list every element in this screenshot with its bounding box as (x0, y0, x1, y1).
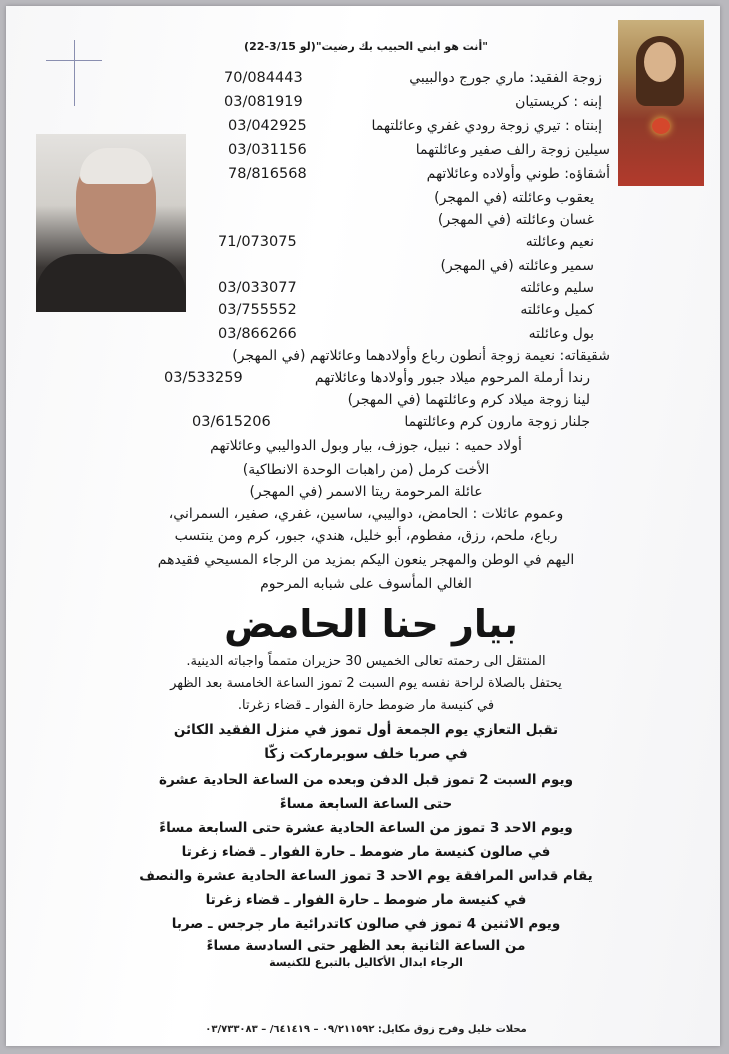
family-member: بول وعائلته (528, 326, 594, 342)
condolence-line: في صالون كنيسة مار ضومط ـ حارة الفوار ـ قضاء زغرتا (181, 844, 551, 860)
detail-line: المنتقل الى رحمته تعالى الخميس 30 حزيران متمماً واجباته الدينية. (186, 654, 546, 669)
condolence-line: من الساعة الثانية بعد الظهر حتى السادسة مساءً (206, 938, 526, 954)
phone-number: 78/816568 (228, 166, 307, 182)
sacred-heart-image (618, 20, 704, 186)
phone-number: 03/533259 (164, 370, 243, 386)
phone-number: 03/042925 (228, 118, 307, 134)
phone-number: 03/615206 (192, 414, 271, 430)
sister-entry: جلنار زوجة مارون كرم وعائلتهما (404, 414, 590, 430)
condolence-line: ويوم السبت 2 تموز قبل الدفن وبعده من الساعة الحادية عشرة (159, 772, 573, 788)
extended-line: عائلة المرحومة ريتا الاسمر (في المهجر) (249, 484, 483, 500)
family-member: زوجة الفقيد: ماري جورج دوالبيبي (409, 70, 602, 86)
family-member: إبنه : كريستيان (515, 94, 602, 110)
family-member: نعيم وعائلته (525, 234, 594, 250)
extended-line: وعموم عائلات : الحامض، دواليبي، ساسين، غفري، صفير، السمراني، (168, 506, 564, 522)
cross-icon (46, 40, 102, 106)
sister-entry: رندا أرملة المرحوم ميلاد جبور وأولادها وعائلاتهم (314, 370, 590, 386)
condolence-line: حتى الساعة السابعة مساءً (279, 796, 453, 812)
obituary-sheet (6, 6, 720, 1046)
condolence-line: ويوم الاحد 3 تموز من الساعة الحادية عشرة حتى السابعة مساءً (159, 820, 573, 836)
extended-line: اليهم في الوطن والمهجر ينعون اليكم بمزيد من الرجاء المسيحي فقيدهم (157, 552, 575, 568)
deceased-photo (36, 134, 186, 312)
family-member: غسان وعائلته (في المهجر) (437, 212, 594, 228)
family-member: إبنتاه : تيري زوجة رودي غفري وعائلتهما (371, 118, 602, 134)
bible-verse: "أنت هو ابني الحبيب بك رضيت"(لو 3/15-22) (244, 40, 488, 53)
condolence-line: في كنيسة مار ضومط ـ حارة الفوار ـ قضاء زغرتا (205, 892, 527, 908)
phone-number: 03/755552 (218, 302, 297, 318)
sister-entry: لينا زوجة ميلاد كرم وعائلتهما (في المهجر) (347, 392, 590, 408)
family-member: سيلين زوجة رالف صفير وعائلتهما (415, 142, 610, 158)
phone-number: 03/081919 (224, 94, 303, 110)
condolence-line: ويوم الاثنين 4 تموز في صالون كاتدرائية مار جرجس ـ صربا (171, 916, 561, 932)
extended-line: الغالي المأسوف على شبابه المرحوم (260, 576, 472, 592)
deceased-name: بيار حنا الحامض (224, 602, 518, 646)
condolence-line: تقبل التعازي يوم الجمعة أول تموز في منزل الفقيد الكائن (173, 722, 559, 738)
sister-entry: شقيقاته: نعيمة زوجة أنطون رباع وأولادهما وعائلاتهم (في المهجر) (232, 348, 610, 364)
family-member: سليم وعائلته (520, 280, 594, 296)
family-member: أشقاؤه: طوني وأولاده وعائلاتهم (426, 166, 610, 182)
family-member: كميل وعائلته (520, 302, 594, 318)
footer-contact: محلات خليل وفرح زوق مكايل: ٠٩/٢١١٥٩٢ – ٦٤١٤١٩/ – ٠٣/٧٣٣٠٨٣ (205, 1024, 527, 1035)
detail-line: يحتفل بالصلاة لراحة نفسه يوم السبت 2 تموز الساعة الخامسة بعد الظهر (170, 676, 562, 691)
donation-note: الرجاء ابدال الأكاليل بالتبرع للكنيسة (269, 956, 463, 969)
extended-line: أولاد حميه : نبيل، جوزف، بيار وبول الدواليبي وعائلاتهم (210, 438, 522, 454)
condolence-line: يقام قداس المرافقة يوم الاحد 3 تموز الساعة الحادية عشرة والنصف (139, 868, 593, 884)
phone-number: 03/031156 (228, 142, 307, 158)
phone-number: 71/073075 (218, 234, 297, 250)
extended-line: رباع، ملحم، رزق، مفطوم، أبو خليل، هندي، جبور، كرم ومن ينتسب (174, 528, 558, 544)
extended-line: الأخت كرمل (من راهبات الوحدة الانطاكية) (242, 462, 490, 478)
phone-number: 03/866266 (218, 326, 297, 342)
phone-number: 03/033077 (218, 280, 297, 296)
condolence-line: في صربا خلف سوبرماركت زكّا (264, 746, 468, 762)
detail-line: في كنيسة مار ضومط حارة الفوار ـ قضاء زغرتا. (237, 698, 495, 713)
family-member: يعقوب وعائلته (في المهجر) (434, 190, 594, 206)
phone-number: 70/084443 (224, 70, 303, 86)
family-member: سمير وعائلته (في المهجر) (440, 258, 594, 274)
